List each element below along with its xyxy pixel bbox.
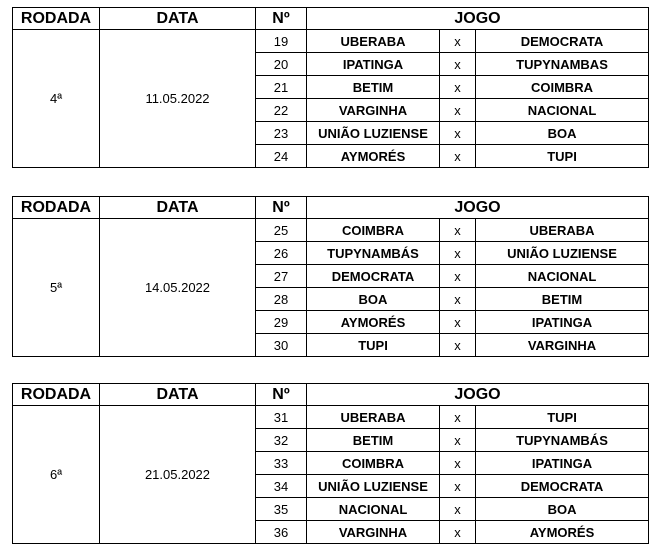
- versus-cell: x: [440, 265, 476, 288]
- game-number-cell: 29: [256, 311, 307, 334]
- home-team-cell: TUPYNAMBÁS: [307, 242, 440, 265]
- game-number-cell: 21: [256, 76, 307, 99]
- home-team-cell: DEMOCRATA: [307, 265, 440, 288]
- away-team-cell: TUPYNAMBÁS: [476, 429, 649, 452]
- home-team-cell: IPATINGA: [307, 53, 440, 76]
- round-table-4: [12, 7, 649, 168]
- versus-cell: x: [440, 53, 476, 76]
- game-number-cell: 28: [256, 288, 307, 311]
- versus-cell: x: [440, 334, 476, 357]
- versus-cell: x: [440, 288, 476, 311]
- away-team-cell: TUPI: [476, 406, 649, 429]
- game-number-cell: 23: [256, 122, 307, 145]
- away-team-cell: NACIONAL: [476, 265, 649, 288]
- header-rodada: RODADA: [13, 197, 100, 219]
- home-team-cell: UBERABA: [307, 406, 440, 429]
- away-team-cell: NACIONAL: [476, 99, 649, 122]
- header-jogo: JOGO: [307, 197, 649, 219]
- header-row: [13, 197, 649, 219]
- home-team-cell: TUPI: [307, 334, 440, 357]
- header-row: [13, 384, 649, 406]
- table-row: [13, 30, 649, 53]
- home-team-cell: AYMORÉS: [307, 311, 440, 334]
- versus-cell: x: [440, 30, 476, 53]
- table-row: [13, 406, 649, 429]
- home-team-cell: VARGINHA: [307, 99, 440, 122]
- away-team-cell: TUPI: [476, 145, 649, 168]
- home-team-cell: COIMBRA: [307, 219, 440, 242]
- away-team-cell: IPATINGA: [476, 452, 649, 475]
- header-rodada: RODADA: [13, 8, 100, 30]
- date-cell: 21.05.2022: [100, 406, 256, 544]
- game-number-cell: 32: [256, 429, 307, 452]
- round-table-5: [12, 196, 649, 357]
- versus-cell: x: [440, 145, 476, 168]
- header-rodada: RODADA: [13, 384, 100, 406]
- game-number-cell: 35: [256, 498, 307, 521]
- versus-cell: x: [440, 429, 476, 452]
- header-jogo: JOGO: [307, 384, 649, 406]
- home-team-cell: AYMORÉS: [307, 145, 440, 168]
- game-number-cell: 31: [256, 406, 307, 429]
- versus-cell: x: [440, 498, 476, 521]
- rodada-cell: 4ª: [13, 30, 100, 168]
- header-jogo: JOGO: [307, 8, 649, 30]
- away-team-cell: IPATINGA: [476, 311, 649, 334]
- game-number-cell: 20: [256, 53, 307, 76]
- home-team-cell: UNIÃO LUZIENSE: [307, 475, 440, 498]
- home-team-cell: BETIM: [307, 429, 440, 452]
- game-number-cell: 22: [256, 99, 307, 122]
- away-team-cell: DEMOCRATA: [476, 30, 649, 53]
- versus-cell: x: [440, 406, 476, 429]
- versus-cell: x: [440, 475, 476, 498]
- table-row: [13, 219, 649, 242]
- round-table-6: [12, 383, 649, 544]
- away-team-cell: VARGINHA: [476, 334, 649, 357]
- versus-cell: x: [440, 76, 476, 99]
- versus-cell: x: [440, 99, 476, 122]
- game-number-cell: 34: [256, 475, 307, 498]
- away-team-cell: TUPYNAMBAS: [476, 53, 649, 76]
- home-team-cell: COIMBRA: [307, 452, 440, 475]
- date-cell: 14.05.2022: [100, 219, 256, 357]
- home-team-cell: BOA: [307, 288, 440, 311]
- away-team-cell: UNIÃO LUZIENSE: [476, 242, 649, 265]
- home-team-cell: UNIÃO LUZIENSE: [307, 122, 440, 145]
- away-team-cell: DEMOCRATA: [476, 475, 649, 498]
- header-numero: Nº: [256, 384, 307, 406]
- game-number-cell: 26: [256, 242, 307, 265]
- away-team-cell: UBERABA: [476, 219, 649, 242]
- header-data: DATA: [100, 197, 256, 219]
- versus-cell: x: [440, 311, 476, 334]
- game-number-cell: 19: [256, 30, 307, 53]
- home-team-cell: NACIONAL: [307, 498, 440, 521]
- versus-cell: x: [440, 242, 476, 265]
- game-number-cell: 25: [256, 219, 307, 242]
- versus-cell: x: [440, 521, 476, 544]
- date-cell: 11.05.2022: [100, 30, 256, 168]
- game-number-cell: 36: [256, 521, 307, 544]
- away-team-cell: BETIM: [476, 288, 649, 311]
- header-data: DATA: [100, 384, 256, 406]
- away-team-cell: BOA: [476, 122, 649, 145]
- header-numero: Nº: [256, 197, 307, 219]
- home-team-cell: UBERABA: [307, 30, 440, 53]
- rodada-cell: 5ª: [13, 219, 100, 357]
- home-team-cell: BETIM: [307, 76, 440, 99]
- game-number-cell: 24: [256, 145, 307, 168]
- away-team-cell: BOA: [476, 498, 649, 521]
- game-number-cell: 30: [256, 334, 307, 357]
- home-team-cell: VARGINHA: [307, 521, 440, 544]
- versus-cell: x: [440, 219, 476, 242]
- versus-cell: x: [440, 452, 476, 475]
- game-number-cell: 33: [256, 452, 307, 475]
- header-row: [13, 8, 649, 30]
- game-number-cell: 27: [256, 265, 307, 288]
- rodada-cell: 6ª: [13, 406, 100, 544]
- header-data: DATA: [100, 8, 256, 30]
- versus-cell: x: [440, 122, 476, 145]
- header-numero: Nº: [256, 8, 307, 30]
- away-team-cell: AYMORÉS: [476, 521, 649, 544]
- away-team-cell: COIMBRA: [476, 76, 649, 99]
